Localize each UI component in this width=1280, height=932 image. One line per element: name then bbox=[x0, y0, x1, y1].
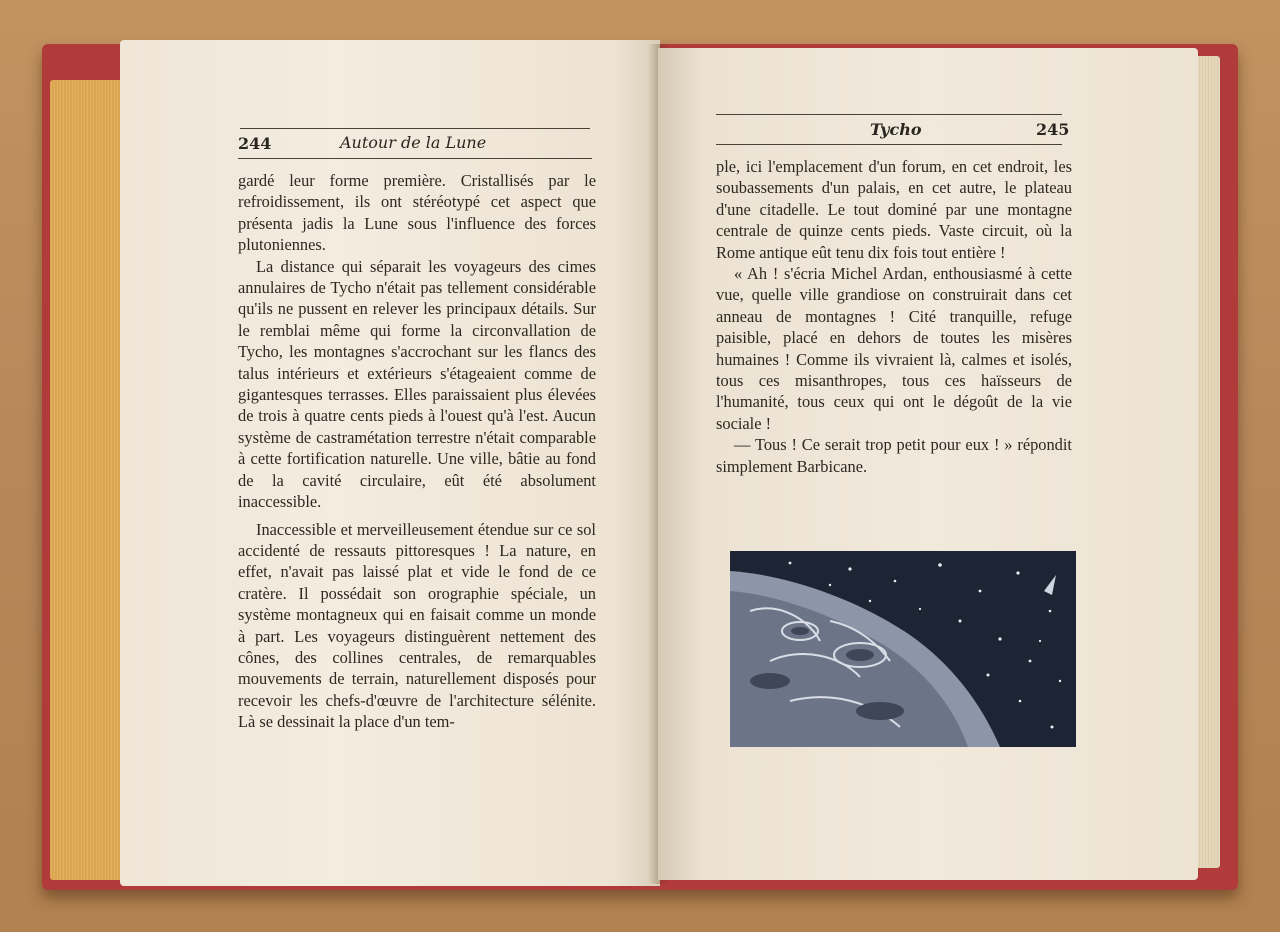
left-running-title: Autour de la Lune bbox=[340, 133, 487, 152]
lunar-surface-illustration bbox=[730, 551, 1076, 747]
paragraph: Inaccessible et merveilleusement étendue sur ce sol accidenté de ressauts pittoresques ! La nature, en effet, n'avait pas laissé plat et vide le fond de ce cratère. Il possédait son orographie spéciale, un système montagneux qui en faisait comme un monde à part. Les voyageurs distinguèrent nettement des cônes, des collines centrales, de remarquables mouvements de terrain, naturellement disposés pour recevoir les chefs-d'œuvre de l'architecture sélénite. Là se dessinait la place d'un tem- bbox=[238, 519, 596, 732]
header-rule-top bbox=[240, 128, 590, 129]
left-text-block bbox=[238, 170, 596, 733]
right-running-title: Tycho bbox=[870, 120, 922, 139]
right-page bbox=[658, 48, 1198, 880]
paragraph: « Ah ! s'écria Michel Ardan, enthousiasmé à cette vue, quelle ville grandiose on construirait dans cet anneau de montagnes ! Cité tranquille, refuge paisible, placé en dehors de toutes les misères humaines ! Comme ils vivraient là, calmes et isolés, tous ces misanthropes, tous ces haïsseurs de l'humanité, tous ceux qui ont le dégoût de la vie sociale ! bbox=[716, 264, 1072, 433]
right-page-number: 245 bbox=[1036, 120, 1070, 139]
header-rule-bottom bbox=[716, 144, 1062, 145]
right-text-block bbox=[716, 156, 1072, 477]
header-rule-top bbox=[716, 114, 1062, 115]
paragraph: — Tous ! Ce serait trop petit pour eux ! » répondit simplement Barbicane. bbox=[716, 435, 1072, 476]
paragraph: La distance qui séparait les voyageurs des cimes annulaires de Tycho n'était pas tellement considérable qu'ils ne pussent en relever les principaux détails. Sur le remblai même qui forme la circonvallation de Tycho, les montagnes s'accrochant sur les flancs des talus intérieurs et extérieurs s'étageaient comme de gigantesques terrasses. Elles paraissaient plus élevées de trois à quatre cents pieds à l'ouest qu'à l'est. Aucun système de castramétation terrestre n'était comparable à cette fortification naturelle. Une ville, bâtie au fond de la cavité circulaire, eût été absolument inaccessible. bbox=[238, 256, 596, 512]
left-page-number: 244 bbox=[238, 134, 272, 153]
paragraph: ple, ici l'emplacement d'un forum, en cet endroit, les soubassements d'un palais, en cet autre, le plateau d'une citadelle. Le tout dominé par une montagne centrale de quinze cents pieds. Vaste circuit, où la Rome antique eût tenu dix fois tout entière ! bbox=[716, 157, 1072, 262]
page-block-edge-left bbox=[50, 80, 128, 880]
header-rule-bottom bbox=[238, 158, 592, 159]
left-page bbox=[120, 40, 660, 886]
paragraph: gardé leur forme première. Cristallisés par le refroidissement, ils ont stéréotypé cet aspect que présenta jadis la Lune sous l'influence des forces plutoniennes. bbox=[238, 171, 596, 255]
